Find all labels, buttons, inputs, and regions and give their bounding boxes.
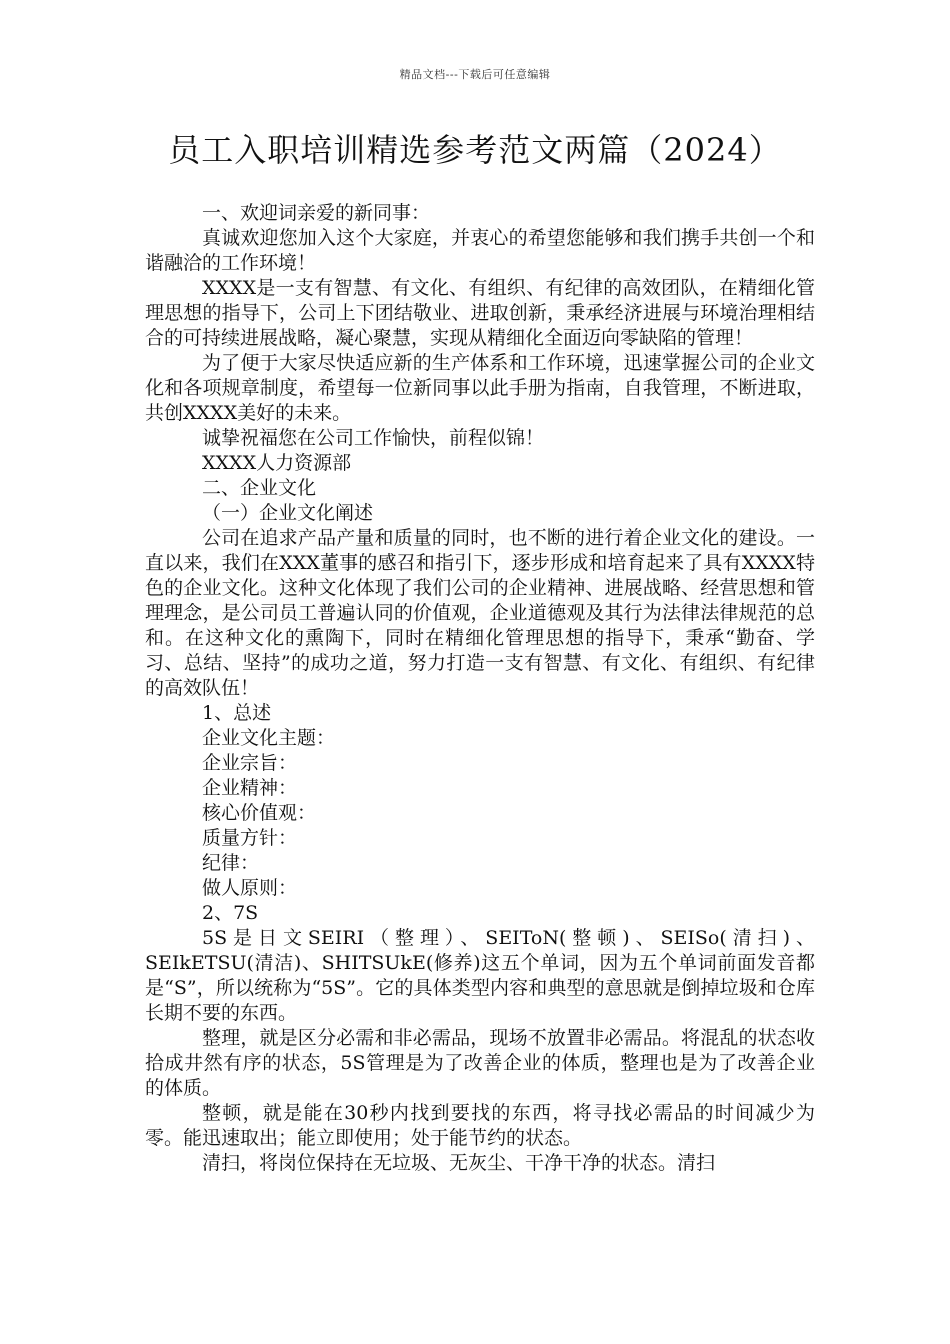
paragraph-seiri: 整理，就是区分必需和非必需品，现场不放置非必需品。将混乱的状态收拾成井然有序的状态，5S管理是为了改善企业的体质，整理也是为了改善企业的体质。 (145, 1027, 815, 1099)
section-heading-welcome: 一、欢迎词亲爱的新同事： (202, 202, 431, 224)
paragraph-wishes: 诚挚祝福您在公司工作愉快，前程似锦！ (202, 427, 545, 449)
document-title: 员工入职培训精选参考范文两篇（2024） (168, 131, 782, 169)
heading-overview: 1、总述 (202, 702, 272, 724)
paragraph-seiton: 整顿，就是能在30秒内找到要找的东西，将寻找必需品的时间减少为零。能迅速取出；能立即使用；处于能节约的状态。 (145, 1102, 815, 1149)
document-body (145, 201, 815, 1176)
label-discipline: 纪律： (202, 852, 260, 874)
header-note: 精品文档---下载后可任意编辑 (399, 68, 551, 81)
signature-hr-department: XXXX人力资源部 (202, 452, 352, 474)
label-quality-policy: 质量方针： (202, 827, 298, 849)
paragraph-welcome: 真诚欢迎您加入这个大家庭，并衷心的希望您能够和我们携手共创一个和谐融洽的工作环境！ (145, 227, 815, 274)
section-heading-culture: 二、企业文化 (202, 477, 317, 499)
paragraph-culture-description: 公司在追求产品产量和质量的同时，也不断的进行着企业文化的建设。一直以来，我们在XXX董事的感召和指引下，逐步形成和培育起来了具有XXXX特色的企业文化。这种文化体现了我们公司的企业精神、进展战略、经营思想和管理理念，是公司员工普遍认同的价值观，企业道德观及其行为法律法律规范的总和。在这种文化的熏陶下，同时在精细化管理思想的指导下，秉承“勤奋、学习、总结、坚持”的成功之道，努力打造一支有智慧、有文化、有组织、有纪律的高效队伍！ (145, 527, 815, 699)
paragraph-5s-intro: 5S是日文SEIRI（整理）、SEIToN(整顿)、SEISo(清扫)、SEIkETSU(清洁)、SHITSUkE(修养)这五个单词，因为五个单词前面发音都是“S”，所以统称为“5S”。它的具体类型内容和典型的意思就是倒掉垃圾和仓库长期不要的东西。 (145, 927, 815, 1024)
heading-7s: 2、7S (202, 902, 259, 924)
label-spirit: 企业精神： (202, 777, 298, 799)
paragraph-handbook-purpose: 为了便于大家尽快适应新的生产体系和工作环境，迅速掌握公司的企业文化和各项规章制度，希望每一位新同事以此手册为指南，自我管理，不断进取，共创XXXX美好的未来。 (145, 352, 815, 424)
label-culture-theme: 企业文化主题： (202, 727, 336, 749)
subsection-heading-culture-desc: （一）企业文化阐述 (202, 502, 374, 524)
label-conduct-principle: 做人原则： (202, 877, 298, 899)
paragraph-team-intro: XXXX是一支有智慧、有文化、有组织、有纪律的高效团队，在精细化管理思想的指导下，公司上下团结敬业、进取创新，秉承经济进展与环境治理相结合的可持续进展战略，凝心聚慧，实现从精细化全面迈向零缺陷的管理！ (145, 277, 815, 349)
label-core-values: 核心价值观： (202, 802, 317, 824)
paragraph-seiso: 清扫，将岗位保持在无垃圾、无灰尘、干净干净的状态。清扫 (202, 1152, 716, 1174)
label-purpose: 企业宗旨： (202, 752, 298, 774)
